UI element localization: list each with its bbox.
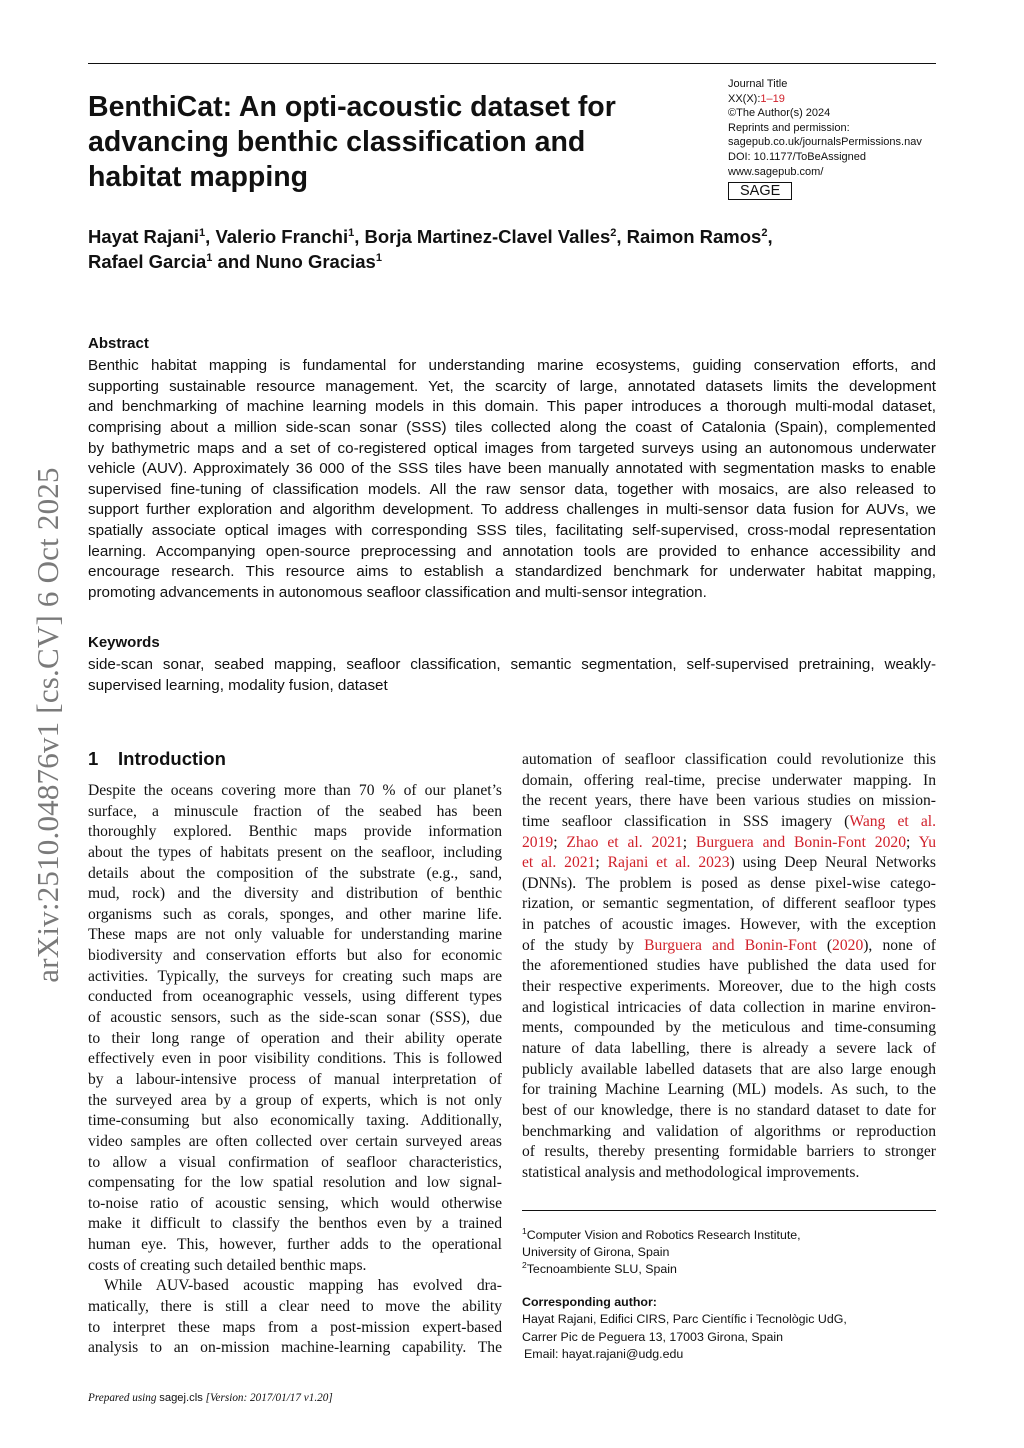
abstract-line: supervised fine-tuning of classification models. All the raw sensor data, together with mosaics, are also released to: [88, 480, 936, 498]
author-separator: and: [212, 251, 256, 272]
author-name: Raimon Ramos: [626, 226, 762, 247]
body-line: compensating for the low spatial resolution and low signal-: [88, 1174, 502, 1192]
body-text: of the study by: [522, 936, 645, 954]
body-line: automation of seafloor classification could revolutionize this: [522, 751, 936, 768]
body-line: about the types of habitats present on the seafloor, including: [88, 843, 502, 861]
body-line: the surveyed area by a group of experts, which is not only: [88, 1091, 502, 1109]
body-line: the recent years, there have been various studies on mission-: [522, 792, 936, 810]
page-range-link[interactable]: 1–19: [760, 92, 785, 105]
author-line: [88, 249, 773, 274]
footnote-mark: 1: [522, 1226, 527, 1236]
citation-link[interactable]: Zhao et al. 2021: [566, 833, 683, 851]
footer-cls: sagej.cls: [159, 1392, 203, 1404]
body-line: organisms such as corals, sponges, and other marine life.: [88, 905, 502, 923]
author-separator: ,: [616, 226, 627, 247]
citation-link[interactable]: Burguera and Bonin-Font: [644, 936, 817, 954]
body-line: details about the composition of the substrate (e.g., sand,: [88, 864, 502, 882]
body-line: conducted from oceanographic vessels, using different types: [88, 988, 502, 1006]
abstract-line: supporting sustainable resource management. Yet, the scarcity of large, annotated datasets limits the development: [88, 377, 936, 395]
body-line: video samples are often collected over certain surveyed areas: [88, 1132, 502, 1150]
citation-link[interactable]: Burguera and Bonin-Font 2020: [695, 833, 906, 851]
author-name: Borja Martinez-Clavel Valles: [364, 226, 611, 247]
body-line: ments, compounded by the meticulous and time-consuming: [522, 1019, 936, 1037]
body-line: [522, 812, 936, 833]
corresponding-address: Hayat Rajani, Edifici CIRS, Parc Científic i Tecnològic UdG,: [522, 1312, 847, 1327]
body-line: statistical analysis and methodological improvements.: [522, 1163, 860, 1181]
keywords-line: side-scan sonar, seabed mapping, seafloor classification, semantic segmentation, self-supervised pretraining, weakly-: [88, 656, 936, 673]
body-line: by a labour-intensive process of manual interpretation of: [88, 1070, 502, 1088]
body-text: ), none of: [863, 936, 936, 954]
body-line: human eye. This, however, further adds to the operational: [88, 1236, 502, 1254]
publisher-website: www.sagepub.com/: [728, 165, 824, 178]
right-column-text: [522, 750, 936, 1183]
citation-link[interactable]: et al. 2021: [522, 854, 596, 872]
abstract-line: support further exploration and algorithm development. To address challenges in multi-sensor data fusion for AUVs, we: [88, 501, 936, 519]
abstract-line: encourage research. This resource aims to establish a standardized benchmark for underwater habitat mapping,: [88, 563, 936, 581]
body-line: mud, rock) and the diversity and distribution of benthic: [88, 885, 502, 903]
body-line: and logistical intricacies of data collection in marine environ-: [522, 998, 936, 1016]
author-name: Hayat Rajani: [88, 226, 200, 247]
body-line: While AUV-based acoustic mapping has evolved dra-: [104, 1277, 502, 1295]
doi: DOI: 10.1177/ToBeAssigned: [728, 150, 866, 163]
keywords-line: supervised learning, modality fusion, dataset: [88, 676, 388, 694]
body-line: activities. Typically, the surveys for creating such maps are: [88, 967, 502, 985]
affiliation-mark: 1: [199, 227, 206, 239]
body-line: for training Machine Learning (ML) models. As such, to the: [522, 1081, 936, 1099]
abstract-line: promoting advancements in autonomous seafloor classification and multi-sensor integration.: [88, 584, 707, 602]
abstract-line: comprising about a million side-scan sonar (SSS) tiles collected along the coast of Catalonia (Spain), complemented: [88, 418, 936, 436]
body-line: effectively even in poor visibility conditions. This is followed: [88, 1050, 502, 1068]
abstract-line: Benthic habitat mapping is fundamental for understanding marine ecosystems, guiding conservation efforts, and: [88, 357, 936, 374]
reprints-url: sagepub.co.uk/journalsPermissions.nav: [728, 136, 922, 149]
paper-title: [88, 90, 688, 195]
journal-title: Journal Title: [728, 78, 788, 90]
title-line: BenthiCat: An opti-acoustic dataset for: [88, 91, 616, 123]
body-line: Despite the oceans covering more than 70 % of our planet’s: [88, 782, 502, 799]
citation-link[interactable]: Yu: [918, 833, 936, 851]
keywords-text: [88, 655, 936, 696]
body-line: analysis to an on-mission machine-learning capability. The: [88, 1339, 502, 1357]
body-line: (DNNs). The problem is posed as dense pixel-wise catego-: [522, 874, 936, 892]
author-name: Nuno Gracias: [255, 251, 376, 272]
left-column-text: [88, 781, 502, 1359]
author-name: Rafael Garcia: [88, 251, 207, 272]
body-line: time-consuming but also economically taxing. Additionally,: [88, 1112, 502, 1130]
body-line: matically, there is still a clear need to move the ability: [88, 1298, 502, 1316]
body-line: to interpret these maps from a post-mission expert-based: [88, 1318, 502, 1336]
body-line: surface, a minuscule fraction of the seabed has been: [88, 802, 502, 820]
body-line: domain, offering real-time, precise underwater mapping. In: [522, 771, 936, 789]
footer-version: [Version: 2017/01/17 v1.20]: [202, 1392, 333, 1404]
citation-link[interactable]: 2019: [522, 833, 554, 851]
abstract-line: and benchmarking of machine learning models in this domain. This paper introduces a thorough multi-modal dataset,: [88, 398, 936, 416]
section-title: Introduction: [118, 748, 226, 769]
footnote-line: University of Girona, Spain: [522, 1245, 670, 1260]
body-line: make it difficult to classify the benthos even by a trained: [88, 1215, 502, 1233]
footer-prefix: Prepared using: [88, 1392, 160, 1404]
body-line: to-noise ratio of acoustic sensing, which would otherwise: [88, 1194, 502, 1212]
abstract-line: learning. Accompanying open-source preprocessing and annotation tools are provided to enhance accessibility and: [88, 542, 936, 560]
footnote-text: Tecnoambiente SLU, Spain: [526, 1262, 677, 1277]
page-footer: [88, 1392, 333, 1404]
abstract-text: [88, 356, 936, 604]
journal-volume: [728, 92, 922, 107]
citation-link[interactable]: Rajani et al. 2023: [607, 854, 730, 872]
body-text: time seafloor classification in SSS imagery (: [522, 812, 850, 830]
corresponding-label: Corresponding author:: [522, 1295, 657, 1309]
body-line: of results, thereby presenting formidable barriers to stronger: [522, 1143, 936, 1161]
body-line: to allow a visual confirmation of seafloor characteristics,: [88, 1153, 502, 1171]
section-number: 1: [88, 748, 99, 769]
author-name: Valerio Franchi: [215, 226, 349, 247]
reprints-label: Reprints and permission:: [728, 121, 850, 134]
body-line: 2019; Zhao et al. 2021; Burguera and Bonin-Font 2020; Yu: [522, 833, 936, 851]
footnote-line: [522, 1261, 801, 1278]
affiliation-mark: 1: [375, 252, 382, 264]
citation-link[interactable]: 2020: [832, 936, 864, 954]
arxiv-watermark: arXiv:2510.04876v1 [cs.CV] 6 Oct 2025: [30, 467, 65, 983]
sage-logo: SAGE: [728, 182, 792, 200]
abstract-line: by bathymetric maps and a set of co-registered optical images from targeted surveys using an autonomous underwater: [88, 439, 936, 457]
volume-prefix: XX(X):: [728, 92, 761, 105]
corresponding-email: Email: hayat.rajani@udg.edu: [524, 1347, 684, 1362]
author-separator: ,: [205, 226, 216, 247]
body-line: publicly available labelled datasets that are also large enough: [522, 1060, 936, 1078]
abstract-heading: Abstract: [88, 335, 149, 352]
affiliation-mark: 2: [610, 227, 617, 239]
affiliation-mark: 1: [348, 227, 355, 239]
body-line: their respective experiments. Moreover, due to the high costs: [522, 978, 936, 996]
body-line: best of our knowledge, there is no standard dataset to date for: [522, 1101, 936, 1119]
body-line: et al. 2021; Rajani et al. 2023) using Deep Neural Networks: [522, 854, 936, 872]
body-line: biodiversity and conservation efforts but also for economic: [88, 947, 502, 965]
affiliation-footnotes: [522, 1227, 801, 1279]
body-line: costs of creating such detailed benthic maps.: [88, 1256, 367, 1274]
author-separator: ,: [354, 226, 365, 247]
title-line: advancing benthic classification and: [88, 126, 586, 158]
affiliation-mark: 2: [761, 227, 768, 239]
citation-link[interactable]: Wang et al.: [849, 812, 937, 830]
footnote-text: Computer Vision and Robotics Research Institute,: [526, 1228, 801, 1242]
corresponding-author: [522, 1294, 847, 1364]
body-line: in patches of acoustic images. However, with the exception: [522, 916, 936, 934]
affiliation-mark: 1: [206, 252, 213, 264]
body-line: rization, or semantic segmentation, of different seafloor types: [522, 895, 936, 913]
body-line: nature of data labelling, there is already a severe lack of: [522, 1039, 936, 1057]
footnote-mark: 2: [522, 1260, 527, 1271]
author-separator: ,: [767, 226, 773, 247]
keywords-heading: Keywords: [88, 634, 160, 651]
body-line: the aforementioned studies have published the data used for: [522, 957, 936, 975]
author-line: [88, 224, 773, 249]
body-line: of the study by Burguera and Bonin-Font (2020), none of: [522, 936, 936, 954]
abstract-line: spatially associate optical images with corresponding SSS tiles, facilitating self-supervised, cross-modal representation: [88, 522, 936, 540]
title-line: habitat mapping: [88, 161, 309, 193]
footnote-line: [522, 1227, 801, 1244]
journal-info: [728, 77, 922, 200]
copyright: ©The Author(s) 2024: [728, 107, 831, 120]
body-line: benchmarking and validation of algorithms or reproduction: [522, 1122, 936, 1140]
corresponding-address: Carrer Pic de Peguera 13, 17003 Girona, Spain: [522, 1329, 784, 1344]
body-line: of acoustic sensors, such as the side-scan sonar (SSS), due: [88, 1009, 502, 1027]
body-text: ) using Deep Neural Networks: [729, 854, 936, 872]
body-line: These maps are not only valuable for understanding marine: [88, 926, 502, 944]
top-rule: [88, 63, 936, 64]
abstract-line: vehicle (AUV). Approximately 36 000 of the SSS tiles have been manually annotated with segmentation masks to enable: [88, 460, 936, 478]
footnote-rule: [522, 1210, 936, 1211]
author-list: [88, 224, 773, 274]
body-line: thoroughly explored. Benthic maps provide information: [88, 823, 502, 841]
section-heading-introduction: [88, 748, 226, 770]
body-line: to their long range of operation and their ability operate: [88, 1029, 502, 1047]
